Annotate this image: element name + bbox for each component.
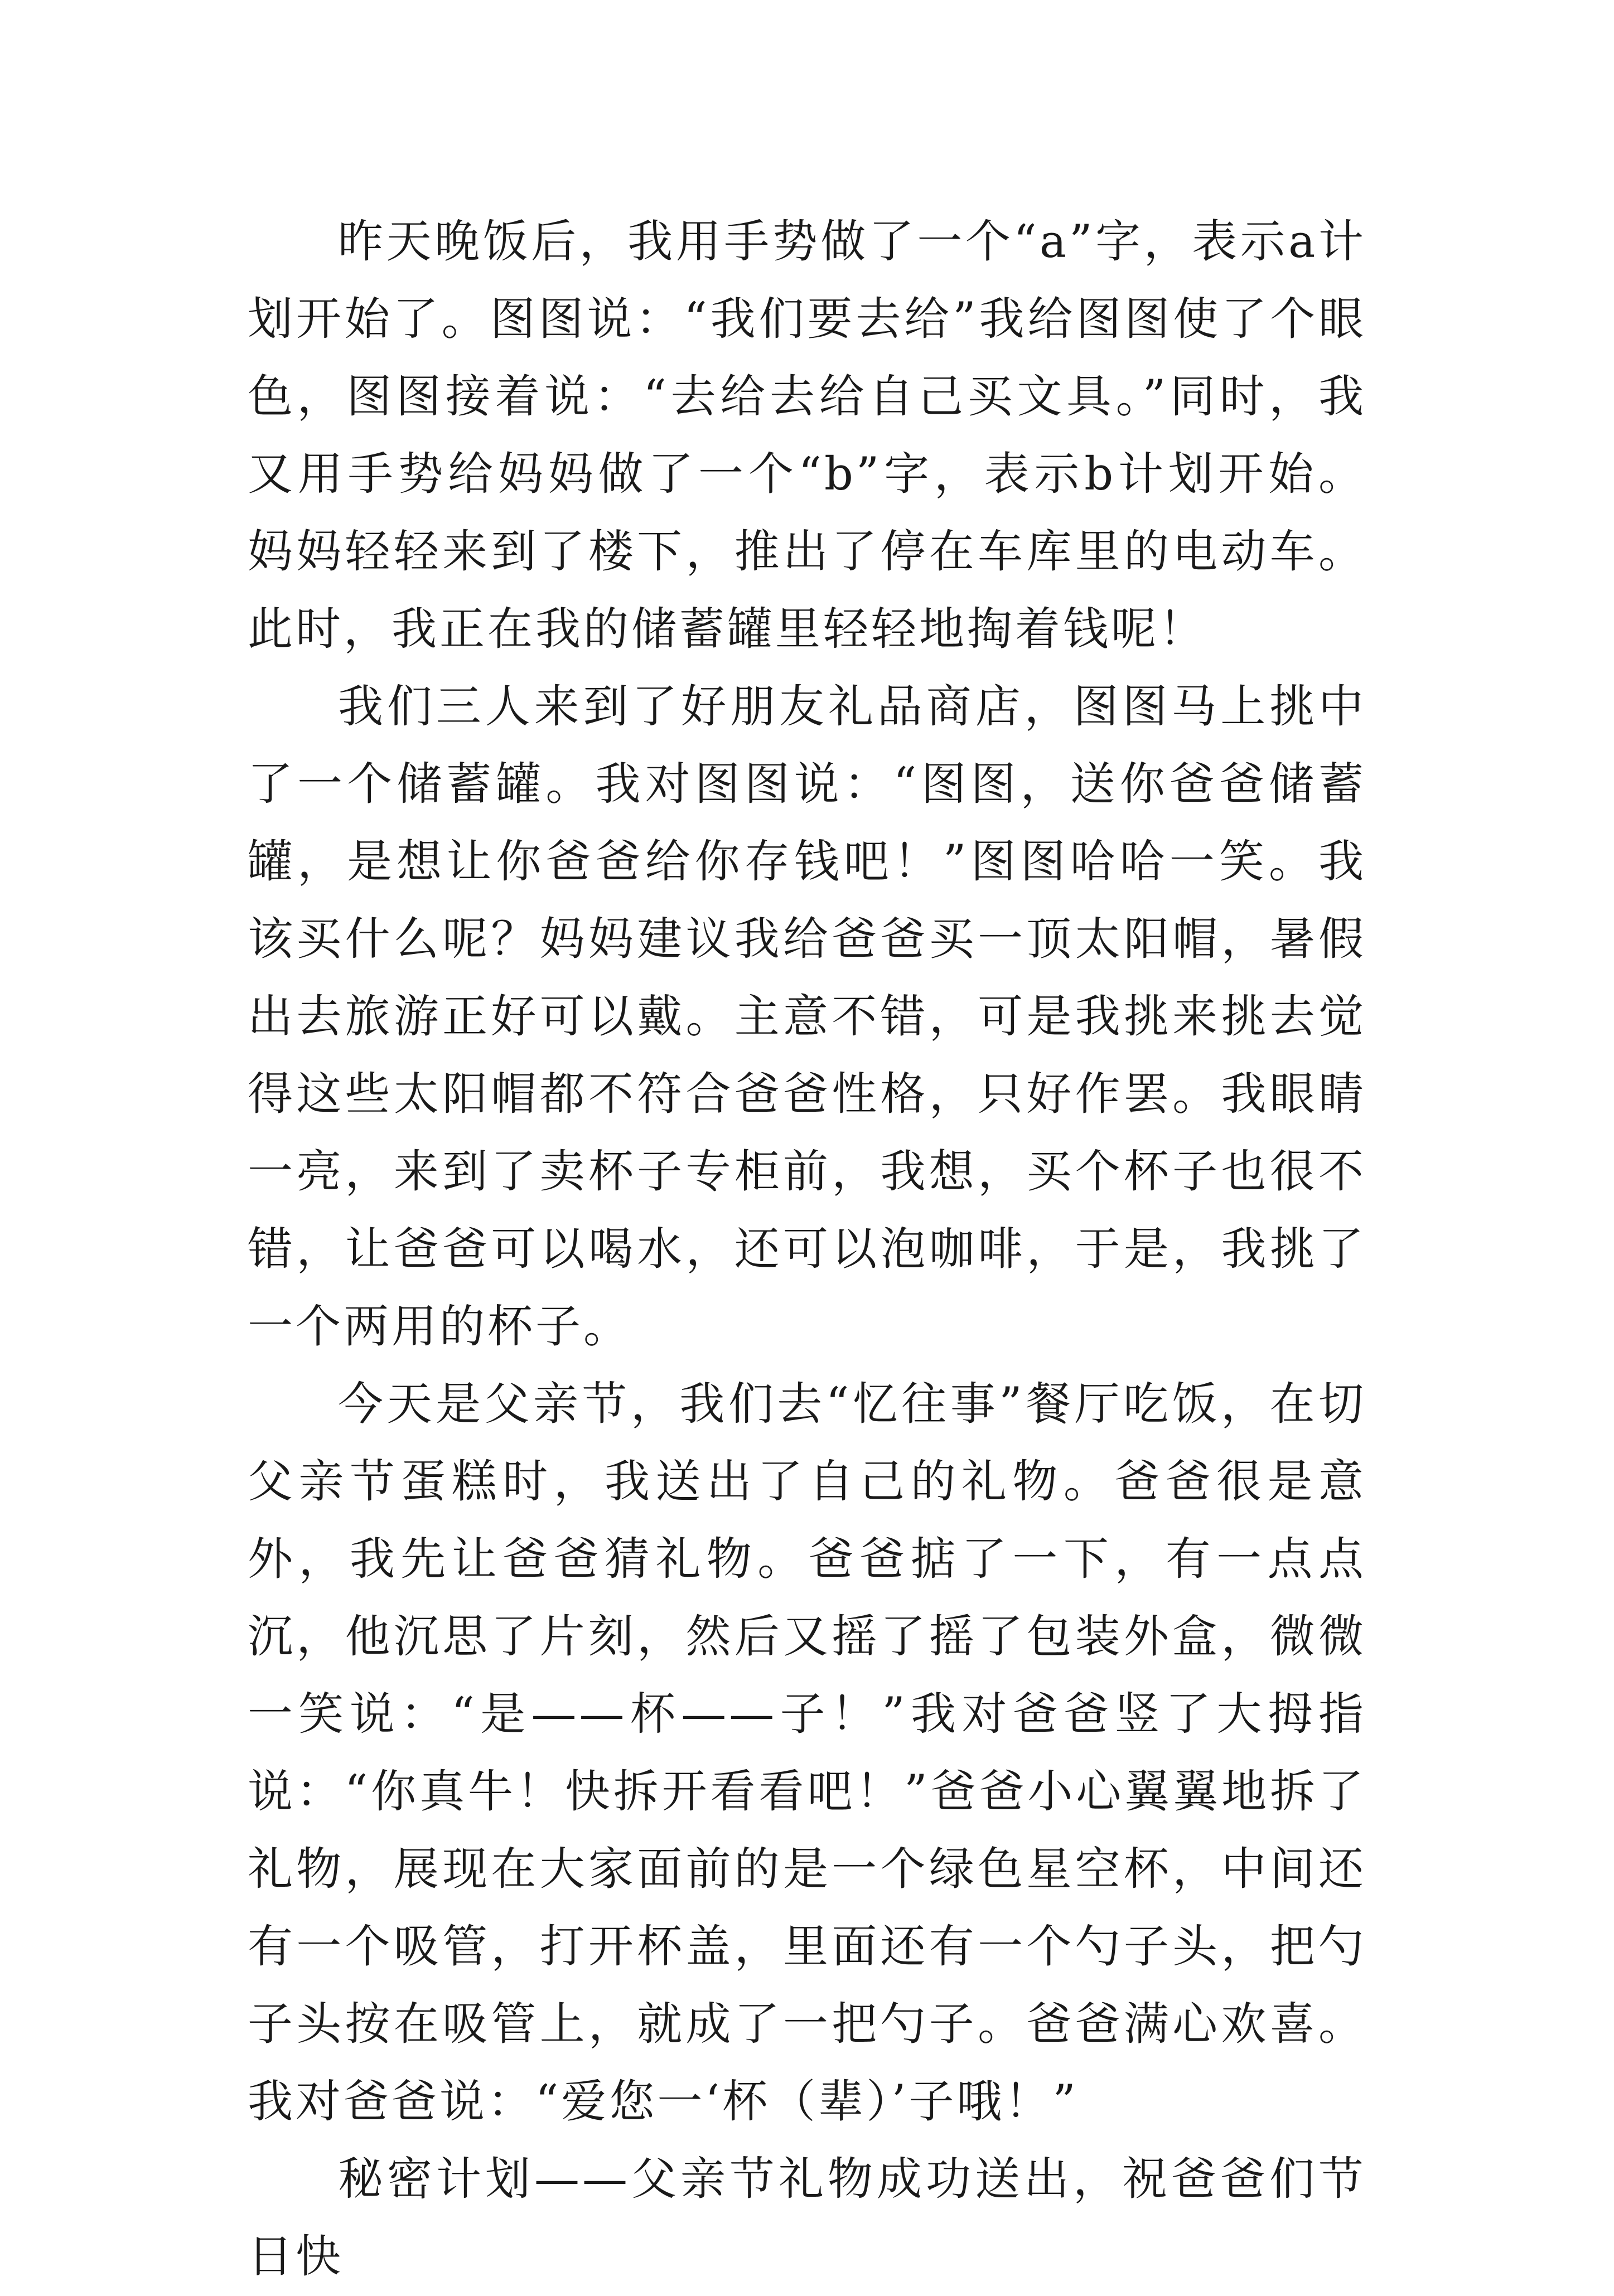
paragraph-4: 秘密计划——父亲节礼物成功送出，祝爸爸们节日快 bbox=[248, 2153, 1366, 2283]
paragraph-3: 今天是父亲节，我们去“忆往事”餐厅吃饭，在切父亲节蛋糕时，我送出了自己的礼物。爸爸很是意外，我先让爸爸猜礼物。爸爸掂了一下，有一点点沉，他沉思了片刻，然后又摇了摇了包装外盒，微微一笑说：“是——杯——子！”我对爸爸竖了大拇指说：“你真牛！快拆开看看吧！”爸爸小心翼翼地拆了礼物，展现在大家面前的是一个绿色星空杯，中间还有一个吸管，打开杯盖，里面还有一个勺子头，把勺子头按在吸管上，就成了一把勺子。爸爸满心欢喜。我对爸爸说：“爱您一‘杯（辈）’子哦！” bbox=[248, 1378, 1366, 2128]
paragraph-1: 昨天晚饭后，我用手势做了一个“a”字，表示a计划开始了。图图说：“我们要去给”我给图图使了个眼色，图图接着说：“去给去给自己买文具。”同时，我又用手势给妈妈做了一个“b”字，表示b计划开始。妈妈轻轻来到了楼下，推出了停在车库里的电动车。此时，我正在我的储蓄罐里轻轻地掏着钱呢！ bbox=[248, 216, 1366, 656]
body-text bbox=[248, 204, 1366, 2296]
paragraph-2: 我们三人来到了好朋友礼品商店，图图马上挑中了一个储蓄罐。我对图图说：“图图，送你爸爸储蓄罐，是想让你爸爸给你存钱吧！”图图哈哈一笑。我该买什么呢？妈妈建议我给爸爸买一顶太阳帽，暑假出去旅游正好可以戴。主意不错，可是我挑来挑去觉得这些太阳帽都不符合爸爸性格，只好作罢。我眼睛一亮，来到了卖杯子专柜前，我想，买个杯子也很不错，让爸爸可以喝水，还可以泡咖啡，于是，我挑了一个两用的杯子。 bbox=[248, 681, 1366, 1353]
